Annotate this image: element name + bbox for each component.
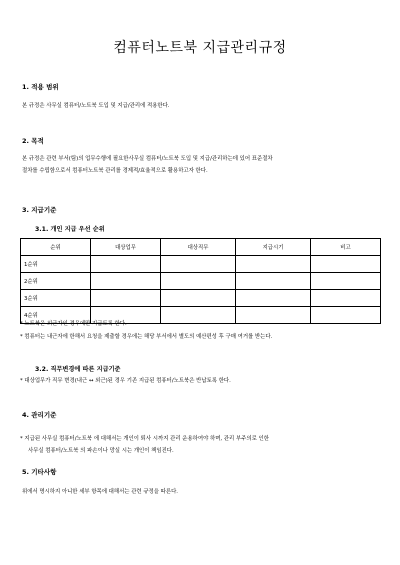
table-header-cell: 비고: [311, 239, 381, 256]
table-cell: [311, 273, 381, 290]
table-header-cell: 대상직무: [161, 239, 236, 256]
table-cell: 2순위: [21, 273, 91, 290]
section-4-body-line-1: * 지급된 사무실 컴퓨터/노트북 에 대해서는 개인이 퇴사 시까지 관리 운용하여야 하며, 관리 부주의로 인한: [20, 436, 269, 442]
table-cell: [236, 256, 311, 273]
table-cell: [91, 256, 161, 273]
table-cell: [161, 256, 236, 273]
table-cell: [161, 290, 236, 307]
table-cell: [161, 273, 236, 290]
note-job-change: * 대상업무가 직무 변경(내근 ↔ 외근)된 경우 기존 지급된 컴퓨터/노트북은 반납토록 한다.: [20, 378, 231, 384]
table-header-row: [21, 239, 381, 256]
job-change-subheading: 3.2. 직무변경에 따른 지급기준: [35, 366, 121, 373]
table-cell: 1순위: [21, 256, 91, 273]
section-1-body: 본 규정은 사무실 컴퓨터/노트북 도입 및 지급/관리에 적용한다.: [22, 103, 170, 109]
table-row: [21, 290, 381, 307]
section-5-body: 위에서 명시하지 아니한 세부 항목에 대해서는 관련 규정을 따른다.: [22, 489, 179, 495]
table-cell: 3순위: [21, 290, 91, 307]
table-cell: [91, 290, 161, 307]
table-cell: [236, 290, 311, 307]
table-row: [21, 256, 381, 273]
section-4-body-line-2: 사무실 컴퓨터/노트북 의 파손이나 망실 시는 개인이 책임진다.: [28, 448, 174, 454]
table-header-cell: 지급시기: [236, 239, 311, 256]
section-5-heading: 5. 기타사항: [22, 468, 57, 476]
section-3-heading: 3. 지급기준: [22, 206, 57, 214]
table-cell: [91, 273, 161, 290]
section-2-body-line-2: 절차를 수립함으로서 컴퓨터노트북 관리를 경제적/효율적으로 활용하고자 한다.: [22, 168, 208, 174]
table-row: [21, 273, 381, 290]
table-header-cell: 대상업무: [91, 239, 161, 256]
table-header-cell: 순위: [21, 239, 91, 256]
section-2-body-line-1: 본 규정은 관련 부서(팀)의 업무수행에 필요한사무실 컴퓨터/노트북 도입 및 지급/관리하는데 있어 표준절차: [22, 156, 273, 162]
priority-table: [20, 238, 381, 324]
section-2-heading: 2. 목적: [22, 137, 44, 145]
table-cell: [311, 256, 381, 273]
document-title: 컴퓨터노트북 지급관리규정: [113, 40, 287, 56]
note-notebook: * 노트북은 외근자인 경우에만 지급토록 한다.: [20, 321, 127, 327]
table-cell: [236, 273, 311, 290]
note-computer: * 컴퓨터는 내근자에 한해서 요청을 제출할 경우에는 해당 부서에서 별도의 예산편성 후 구매 여거를 받는다.: [20, 334, 273, 340]
table-cell: 4순위: [21, 307, 91, 324]
priority-subheading: 3.1. 개인 지급 우선 순위: [35, 226, 105, 233]
section-1-heading: 1. 적용 범위: [22, 83, 59, 91]
section-4-heading: 4. 관리기준: [22, 411, 57, 419]
table-cell: [311, 290, 381, 307]
